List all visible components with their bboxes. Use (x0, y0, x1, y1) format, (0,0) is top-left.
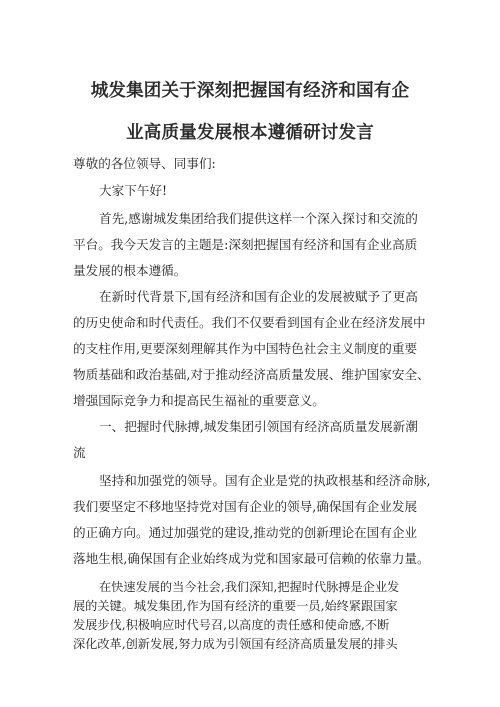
paragraph-line: 的历史使命和时代责任。我们不仅要看到国有企业在经济发展中 (73, 315, 426, 330)
section-heading-line: 一、把握时代脉搏,城发集团引领国有经济高质量发展新潮 (99, 419, 418, 434)
paragraph-line: 增强国际竞争力和提高民生福祉的重要意义。 (73, 393, 325, 408)
paragraph-line: 落地生根,确保国有企业始终成为党和国家最可信赖的依靠力量。 (73, 551, 430, 566)
paragraph-line: 在快速发展的当今社会,我们深知,把握时代脉搏是企业发 (99, 580, 400, 594)
paragraph-line: 展的关键。城发集团,作为国有经济的重要一员,始终紧跟国家 (73, 599, 398, 613)
paragraph-line: 量发展的根本遵循。 (73, 263, 187, 278)
paragraph-line: 发展步伐,积极响应时代号召,以高度的责任感和使命感,不断 (73, 618, 390, 632)
paragraph-line: 的支柱作用,更要深刻理解其作为中国特色社会主义制度的重要 (73, 341, 418, 356)
document-title-line-2: 业高质量发展根本遵循研讨发言 (126, 123, 374, 143)
paragraph-line: 我们要坚定不移地坚持党对国有企业的领导,确保国有企业发展 (73, 499, 418, 514)
document-title-line-1: 城发集团关于深刻把握国有经济和国有企 (90, 81, 410, 101)
paragraph-line: 的正确方向。通过加强党的建设,推动党的创新理论在国有企业 (73, 525, 418, 540)
paragraph-line: 首先,感谢城发集团给我们提供这样一个深入探讨和交流的 (99, 211, 418, 226)
salutation: 尊敬的各位领导、同事们: (73, 156, 216, 171)
paragraph-line: 坚持和加强党的领导。国有企业是党的执政根基和经济命脉, (99, 473, 431, 488)
greeting: 大家下午好! (99, 183, 168, 198)
paragraph-line: 在新时代背景下,国有经济和国有企业的发展被赋予了更高 (99, 289, 418, 304)
paragraph-line: 物质基础和政治基础,对于推动经济高质量发展、维护国家安全、 (73, 367, 430, 382)
paragraph-line: 深化改革,创新发展,努力成为引领国有经济高质量发展的排头 (73, 637, 398, 651)
paragraph-line: 平台。我今天发言的主题是:深刻把握国有经济和国有企业高质 (73, 237, 418, 252)
section-heading-line: 流 (73, 445, 86, 460)
